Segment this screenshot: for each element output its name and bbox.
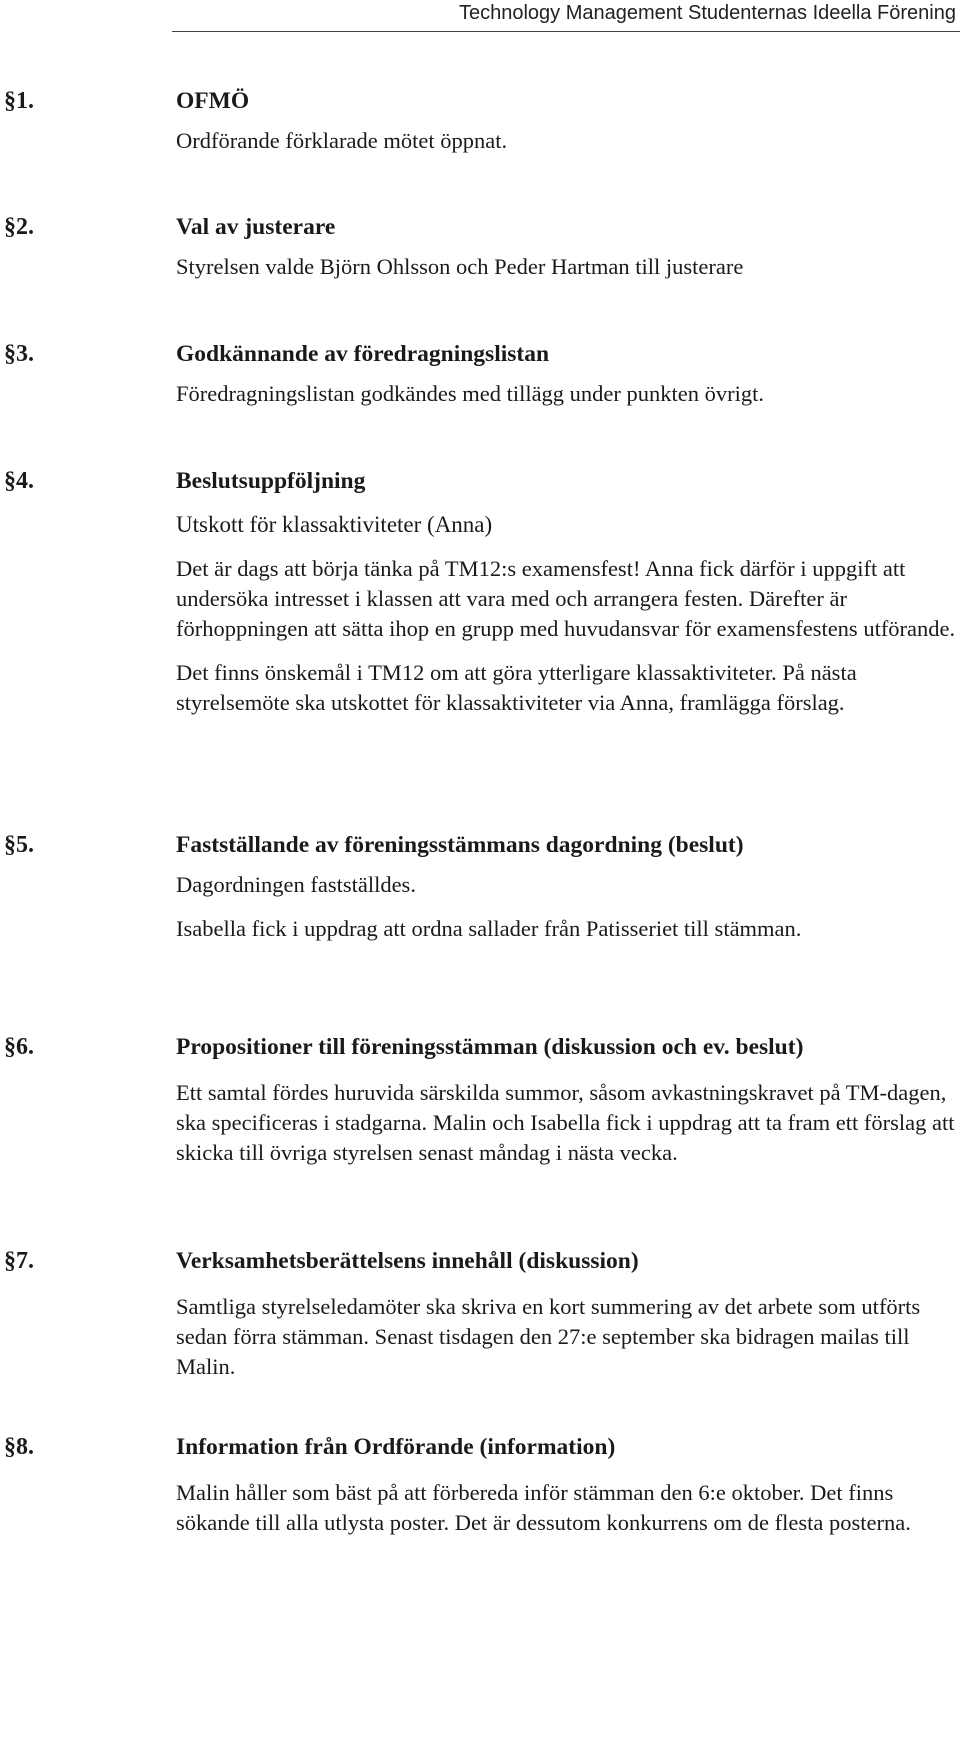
section-number: §8. bbox=[4, 1434, 34, 1460]
section-paragraph: Styrelsen valde Björn Ohlsson och Peder Hartman till justerare bbox=[176, 254, 744, 279]
section-number: §6. bbox=[4, 1034, 34, 1060]
section-paragraph: Samtliga styrelseledamöter ska skriva en kort summering av det arbete som utförts sedan förra stämman. Senast tisdagen den 27:e september ska bidragen mailas till Malin. bbox=[176, 1294, 921, 1379]
section-subtitle: Utskott för klassaktiviteter (Anna) bbox=[176, 512, 493, 537]
section-title: Beslutsuppföljning bbox=[176, 468, 366, 494]
section-number: §3. bbox=[4, 341, 34, 367]
page-header bbox=[0, 0, 960, 30]
section-paragraph: Isabella fick i uppdrag att ordna sallader från Patisseriet till stämman. bbox=[176, 916, 802, 941]
section-body bbox=[176, 1246, 956, 1382]
section-number: §7. bbox=[4, 1248, 34, 1274]
section-body bbox=[176, 1432, 956, 1538]
header-divider bbox=[172, 31, 960, 32]
section-body bbox=[176, 212, 956, 282]
section-body bbox=[176, 86, 956, 156]
section-paragraph: Föredragningslistan godkändes med tillägg under punkten övrigt. bbox=[176, 381, 765, 406]
section-title: Godkännande av föredragningslistan bbox=[176, 341, 550, 367]
section-title: Verksamhetsberättelsens innehåll (diskussion) bbox=[176, 1248, 639, 1274]
section-number: §4. bbox=[4, 468, 34, 494]
section-title: OFMÖ bbox=[176, 88, 250, 114]
section-title: Information från Ordförande (information) bbox=[176, 1434, 616, 1460]
section-number: §2. bbox=[4, 214, 34, 240]
section-body bbox=[176, 466, 956, 718]
section-title: Propositioner till föreningsstämman (diskussion och ev. beslut) bbox=[176, 1034, 804, 1060]
section-paragraph: Ett samtal fördes huruvida särskilda summor, såsom avkastningskravet på TM-dagen, ska specificeras i stadgarna. Malin och Isabella fick i uppdrag att ta fram ett förslag att skicka till övriga styrelsen senast måndag i nästa vecka. bbox=[176, 1080, 955, 1165]
section-paragraph: Det är dags att börja tänka på TM12:s examensfest! Anna fick därför i uppgift att undersöka intresset i klassen att vara med och arrangera festen. Därefter är förhoppningen att sätta ihop en grupp med huvudansvar för examensfestens utförande. bbox=[176, 556, 956, 641]
section-number: §5. bbox=[4, 832, 34, 858]
section-paragraph: Ordförande förklarade mötet öppnat. bbox=[176, 128, 508, 153]
organization-name: Technology Management Studenternas Ideella Förening bbox=[459, 2, 956, 24]
section-paragraph: Dagordningen fastställdes. bbox=[176, 872, 416, 897]
section-body bbox=[176, 1032, 956, 1168]
section-body bbox=[176, 339, 956, 409]
section-paragraph: Det finns önskemål i TM12 om att göra ytterligare klassaktiviteter. På nästa styrelsemöte ska utskottet för klassaktiviteter via Anna, framlägga förslag. bbox=[176, 660, 857, 715]
section-paragraph: Malin håller som bäst på att förbereda inför stämman den 6:e oktober. Det finns sökande till alla utlysta poster. Det är dessutom konkurrens om de flesta posterna. bbox=[176, 1480, 911, 1535]
section-number: §1. bbox=[4, 88, 34, 114]
section-title: Val av justerare bbox=[176, 214, 336, 240]
section-body bbox=[176, 830, 956, 944]
section-title: Fastställande av föreningsstämmans dagordning (beslut) bbox=[176, 832, 744, 858]
